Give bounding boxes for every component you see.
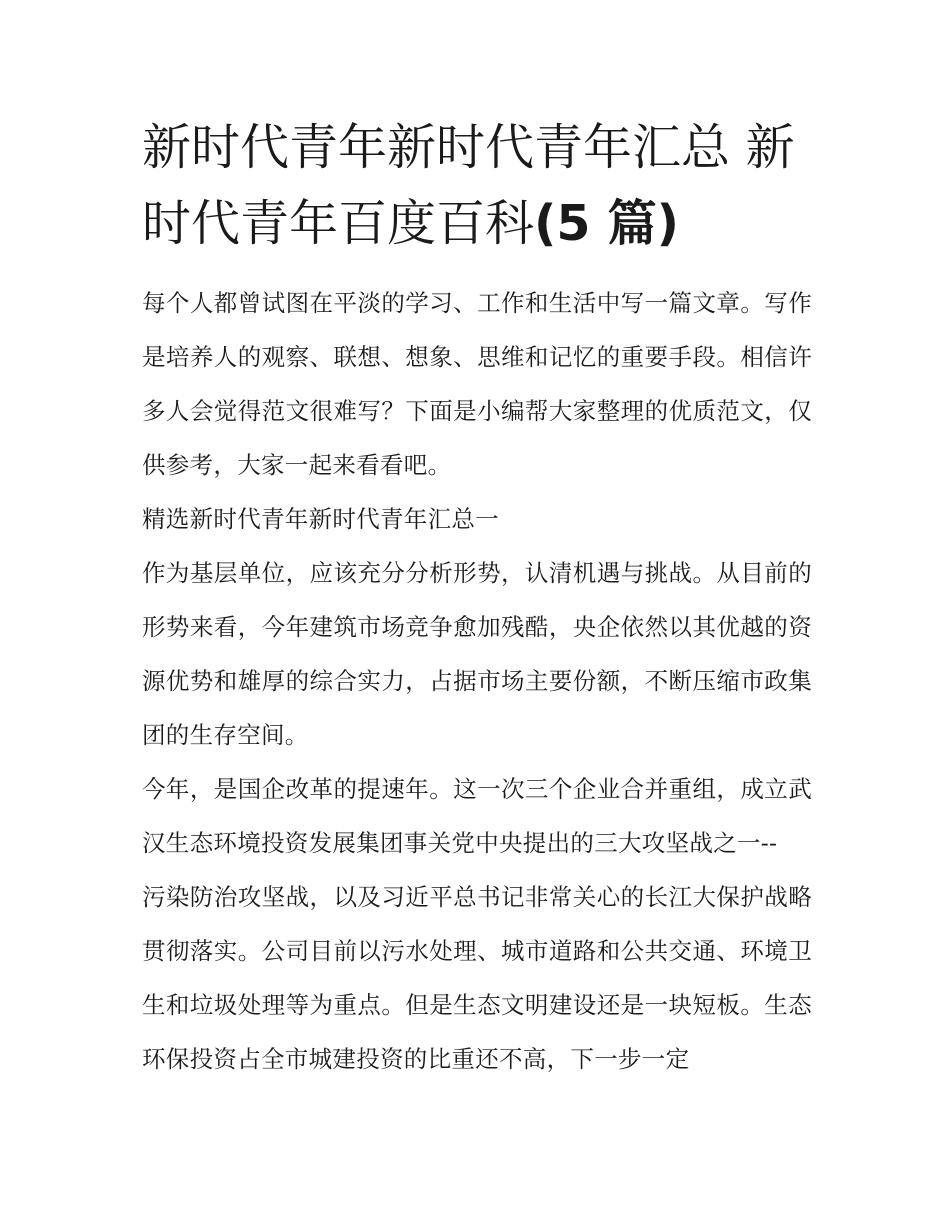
- body-paragraph: 污染防治攻坚战，以及习近平总书记非常关心的长江大保护战略贯彻落实。公司目前以污水处理、城市道路和公共交通、环境卫生和垃圾处理等为重点。但是生态文明建设还是一块短板。生态环保投资占全市城建投资的比重还不高，下一步一定: [142, 883, 812, 1073]
- document-content: [142, 110, 812, 1086]
- body-paragraph: 今年，是国企改革的提速年。这一次三个企业合并重组，成立武汉生态环境投资发展集团事关党中央提出的三大攻坚战之一--: [142, 775, 812, 857]
- body-paragraph: 作为基层单位，应该充分分析形势，认清机遇与挑战。从目前的形势来看，今年建筑市场竞争愈加残酷，央企依然以其优越的资源优势和雄厚的综合实力，占据市场主要份额，不断压缩市政集团的生存空间。: [142, 559, 812, 749]
- title-count: (5 篇): [534, 195, 679, 252]
- document-title: [142, 110, 812, 262]
- title-text: 新时代青年新时代青年汇总 新时代青年百度百科: [142, 119, 795, 252]
- intro-paragraph: 每个人都曾试图在平淡的学习、工作和生活中写一篇文章。写作是培养人的观察、联想、想象、思维和记忆的重要手段。相信许多人会觉得范文很难写？下面是小编帮大家整理的优质范文，仅供参考，大家一起来看看吧。: [142, 289, 812, 479]
- section-heading: 精选新时代青年新时代青年汇总一: [142, 505, 499, 533]
